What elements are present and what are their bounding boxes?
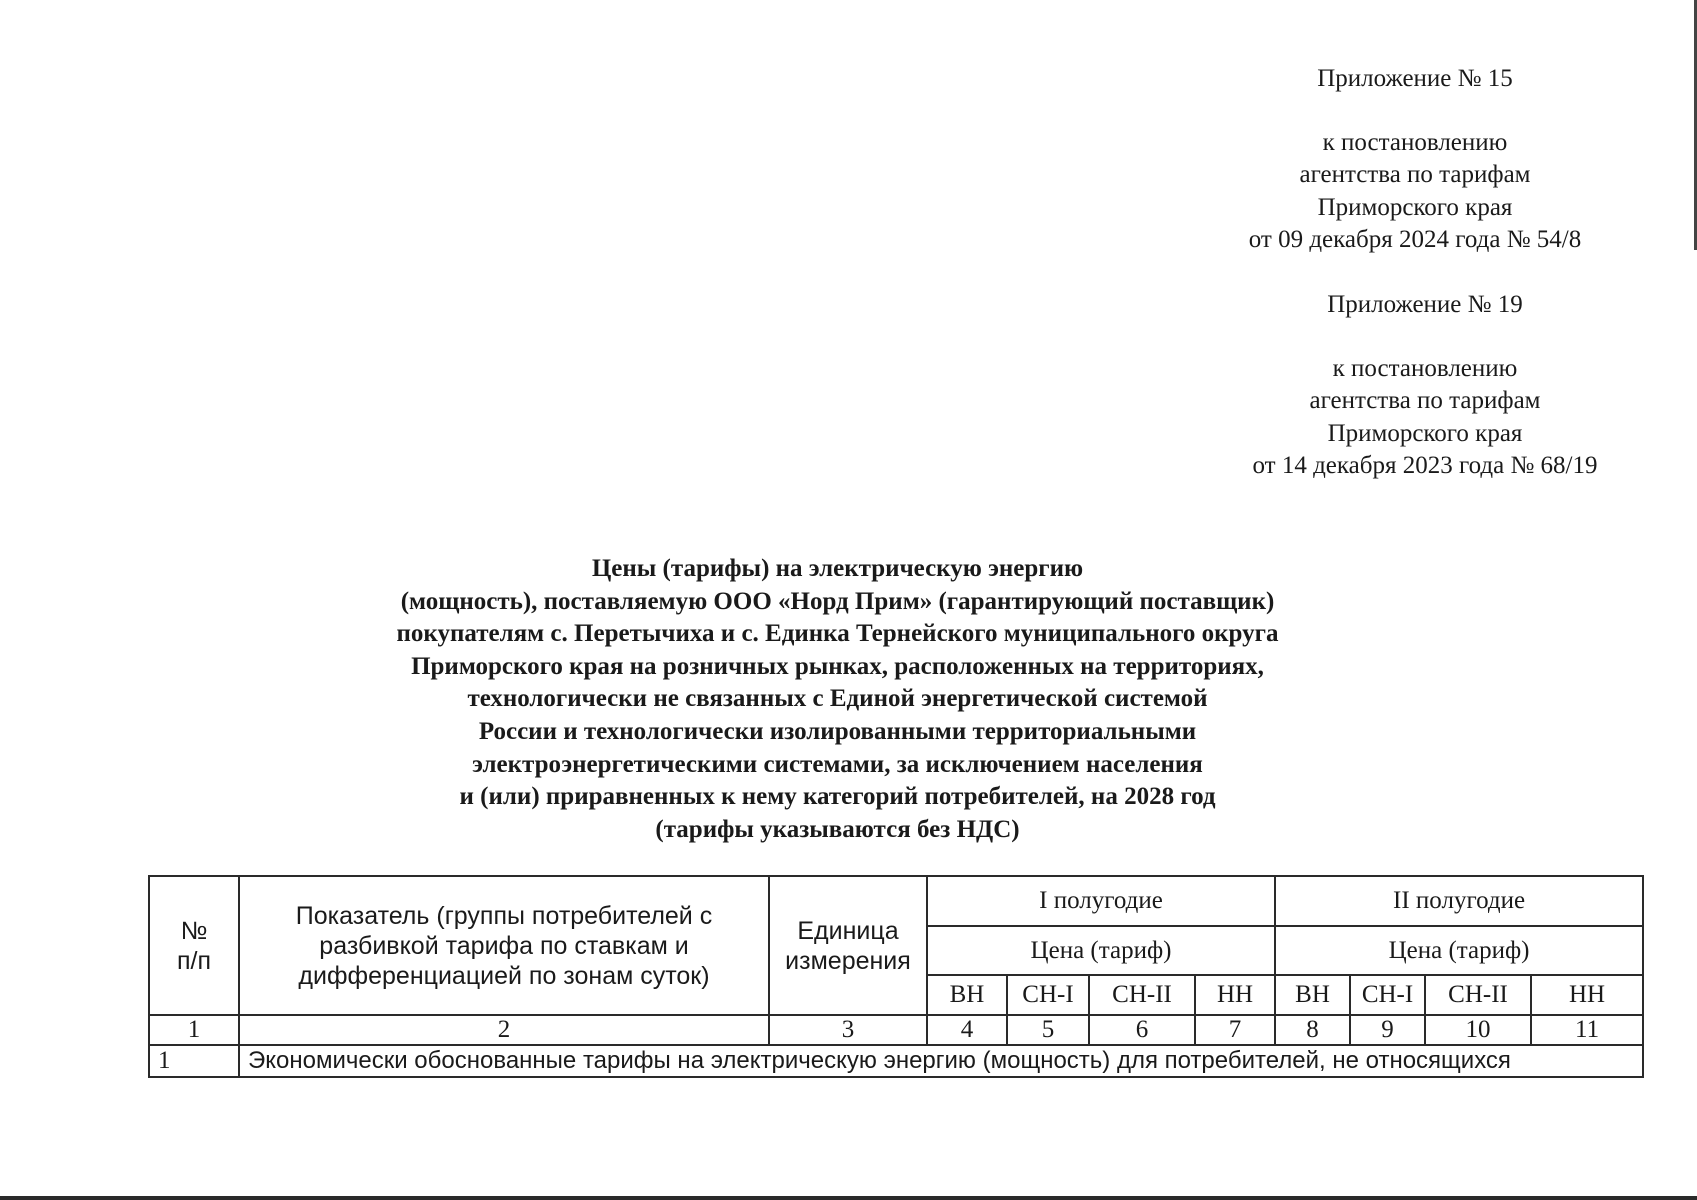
section-heading: Экономически обоснованные тарифы на электрическую энергию (мощность) для потребителей, не относящихся: [239, 1045, 1643, 1077]
title-line: России и технологически изолированными территориальными: [478, 717, 1197, 745]
header-price-2: Цена (тариф): [1275, 926, 1643, 975]
title-line: электроэнергетическими системами, за исключением населения: [472, 750, 1203, 778]
title-line: Цены (тарифы) на электрическую энергию: [591, 555, 1084, 582]
annex-line: агентства по тарифам: [1299, 161, 1531, 188]
header-price-1: Цена (тариф): [927, 926, 1275, 975]
header-half-2: II полугодие: [1275, 876, 1643, 926]
column-number-row: [149, 1015, 1643, 1045]
annex-line: к постановлению: [1322, 128, 1508, 156]
title-line: Приморского края на розничных рынках, расположенных на территориях,: [411, 652, 1264, 680]
annex-block-19: [1210, 289, 1640, 483]
title-line: (тарифы указываются без НДС): [655, 815, 1020, 843]
header-indicator: Показатель (группы потребителей с разбивкой тарифа по ставкам и дифференциацией по зонам суток): [239, 876, 769, 1015]
row-number: 1: [149, 1045, 239, 1077]
column-number: 1: [149, 1015, 239, 1045]
title-line: покупателям с. Перетычиха и с. Единка Тернейского муниципального округа: [396, 620, 1279, 648]
column-number: 11: [1531, 1015, 1643, 1045]
header-row-half: [149, 876, 1643, 926]
zone-sn2: СН-II: [1089, 975, 1195, 1015]
column-number: 4: [927, 1015, 1007, 1045]
annex-heading: Приложение № 15: [1317, 65, 1513, 92]
zone-sn1: СН-I: [1350, 975, 1425, 1015]
column-number: 10: [1425, 1015, 1531, 1045]
column-number: 8: [1275, 1015, 1350, 1045]
annex-line: Приморского края: [1317, 193, 1513, 221]
zone-sn2: СН-II: [1425, 975, 1531, 1015]
table-row: [149, 1045, 1643, 1077]
header-number: № п/п: [149, 876, 239, 1015]
annex-heading: Приложение № 19: [1327, 291, 1523, 318]
annex-line: агентства по тарифам: [1309, 387, 1541, 414]
zone-vn: ВН: [1275, 975, 1350, 1015]
zone-sn1: СН-I: [1007, 975, 1089, 1015]
title-line: (мощность), поставляемую ООО «Норд Прим» (гарантирующий поставщик): [400, 587, 1275, 615]
page-bottom-edge: [0, 1196, 1697, 1200]
zone-nn: НН: [1531, 975, 1643, 1015]
annex-date-line: от 14 декабря 2023 года № 68/19: [1252, 452, 1598, 479]
column-number: 3: [769, 1015, 927, 1045]
document-title: [300, 553, 1375, 846]
annex-date-line: от 09 декабря 2024 года № 54/8: [1248, 226, 1582, 253]
column-number: 6: [1089, 1015, 1195, 1045]
annex-line: Приморского края: [1327, 419, 1523, 447]
header-half-1: I полугодие: [927, 876, 1275, 926]
zone-nn: НН: [1195, 975, 1275, 1015]
header-unit: Единица измерения: [769, 876, 927, 1015]
tariff-table: [148, 875, 1644, 1078]
zone-vn: ВН: [927, 975, 1007, 1015]
column-number: 2: [239, 1015, 769, 1045]
column-number: 9: [1350, 1015, 1425, 1045]
column-number: 7: [1195, 1015, 1275, 1045]
annex-line: к постановлению: [1332, 354, 1518, 382]
title-line: и (или) приравненных к нему категорий потребителей, на 2028 год: [459, 783, 1216, 811]
annex-block-15: [1200, 63, 1630, 257]
title-line: технологически не связанных с Единой энергетической системой: [467, 685, 1208, 713]
column-number: 5: [1007, 1015, 1089, 1045]
